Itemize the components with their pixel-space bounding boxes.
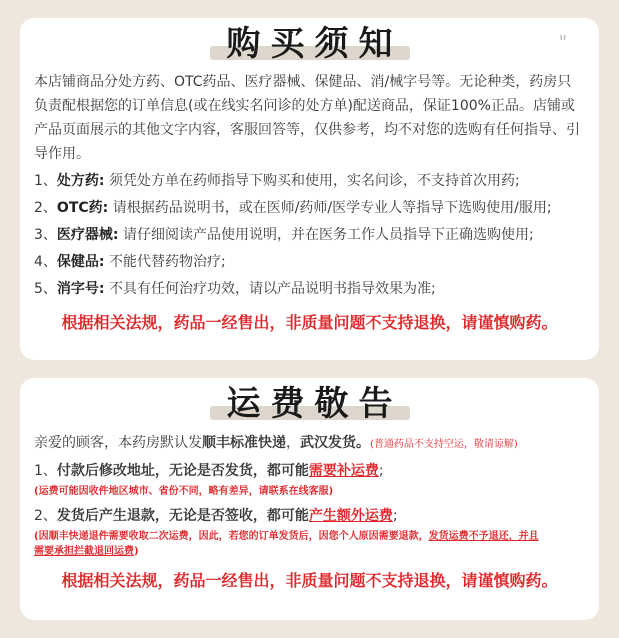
purchase-notice-card: [20, 18, 599, 360]
purchase-title-wrap: [34, 18, 585, 70]
purchase-warning: 根据相关法规，药品一经售出，非质量问题不支持退换，请谨慎购药。: [61, 313, 558, 332]
rule-item-5: 5、消字号: 不具有任何治疗功效，请以产品说明书指导效果为准;: [34, 281, 436, 297]
rule-item-4: 4、保健品: 不能代替药物治疗;: [34, 254, 226, 270]
rule-item-2: 2、OTC药: 请根据药品说明书，或在医师/药师/医学专业人等指导下选购使用/服用;: [34, 200, 552, 216]
shipping-title-wrap: [34, 378, 585, 430]
quote-deco-icon: ": [558, 32, 567, 53]
purchase-intro: 本店铺商品分处方药、OTC药品、医疗器械、保健品、消/械字号等。无论种类，药房只负责配根据您的订单信息(或在线实名问诊的处方单)配送商品，保证100%正品。店铺或产品页面展示的其他文字内容，客服回答等，仅供参考，均不对您的选购有任何指导、引导作用。: [34, 74, 580, 162]
shipping-item-1-note: (运费可能因收件地区城市、省份不同，略有差异，请联系在线客服): [34, 486, 334, 497]
rule-item-3: 3、医疗器械: 请仔细阅读产品使用说明，并在医务工作人员指导下正确选购使用;: [34, 227, 534, 243]
shipping-item-2: 2、发货后产生退款，无论是否签收，都可能产生额外运费;: [34, 508, 398, 524]
airfreight-note: (普通药品不支持空运，敬请谅解): [370, 439, 518, 450]
shipping-notice-card: [20, 378, 599, 620]
shipping-warning: 根据相关法规，药品一经售出，非质量问题不支持退换，请谨慎购药。: [61, 571, 558, 590]
shipping-item-1: 1、付款后修改地址，无论是否发货，都可能需要补运费;: [34, 463, 384, 479]
purchase-title: 购买须知: [226, 24, 403, 64]
shipping-intro: 亲爱的顾客，本药房默认发顺丰标准快递，武汉发货。(普通药品不支持空运，敬请谅解): [34, 435, 518, 451]
shipping-item-2-note: (因顺丰快递退件需要收取二次运费，因此，若您的订单发货后，因您个人原因需要退款，发货运费不予退还，并且 需要承担拦截退回运费): [34, 531, 539, 557]
shipping-title: 运费敬告: [226, 384, 403, 424]
rule-item-1: 1、处方药: 须凭处方单在药师指导下购买和使用，实名问诊，不支持首次用药;: [34, 173, 520, 189]
